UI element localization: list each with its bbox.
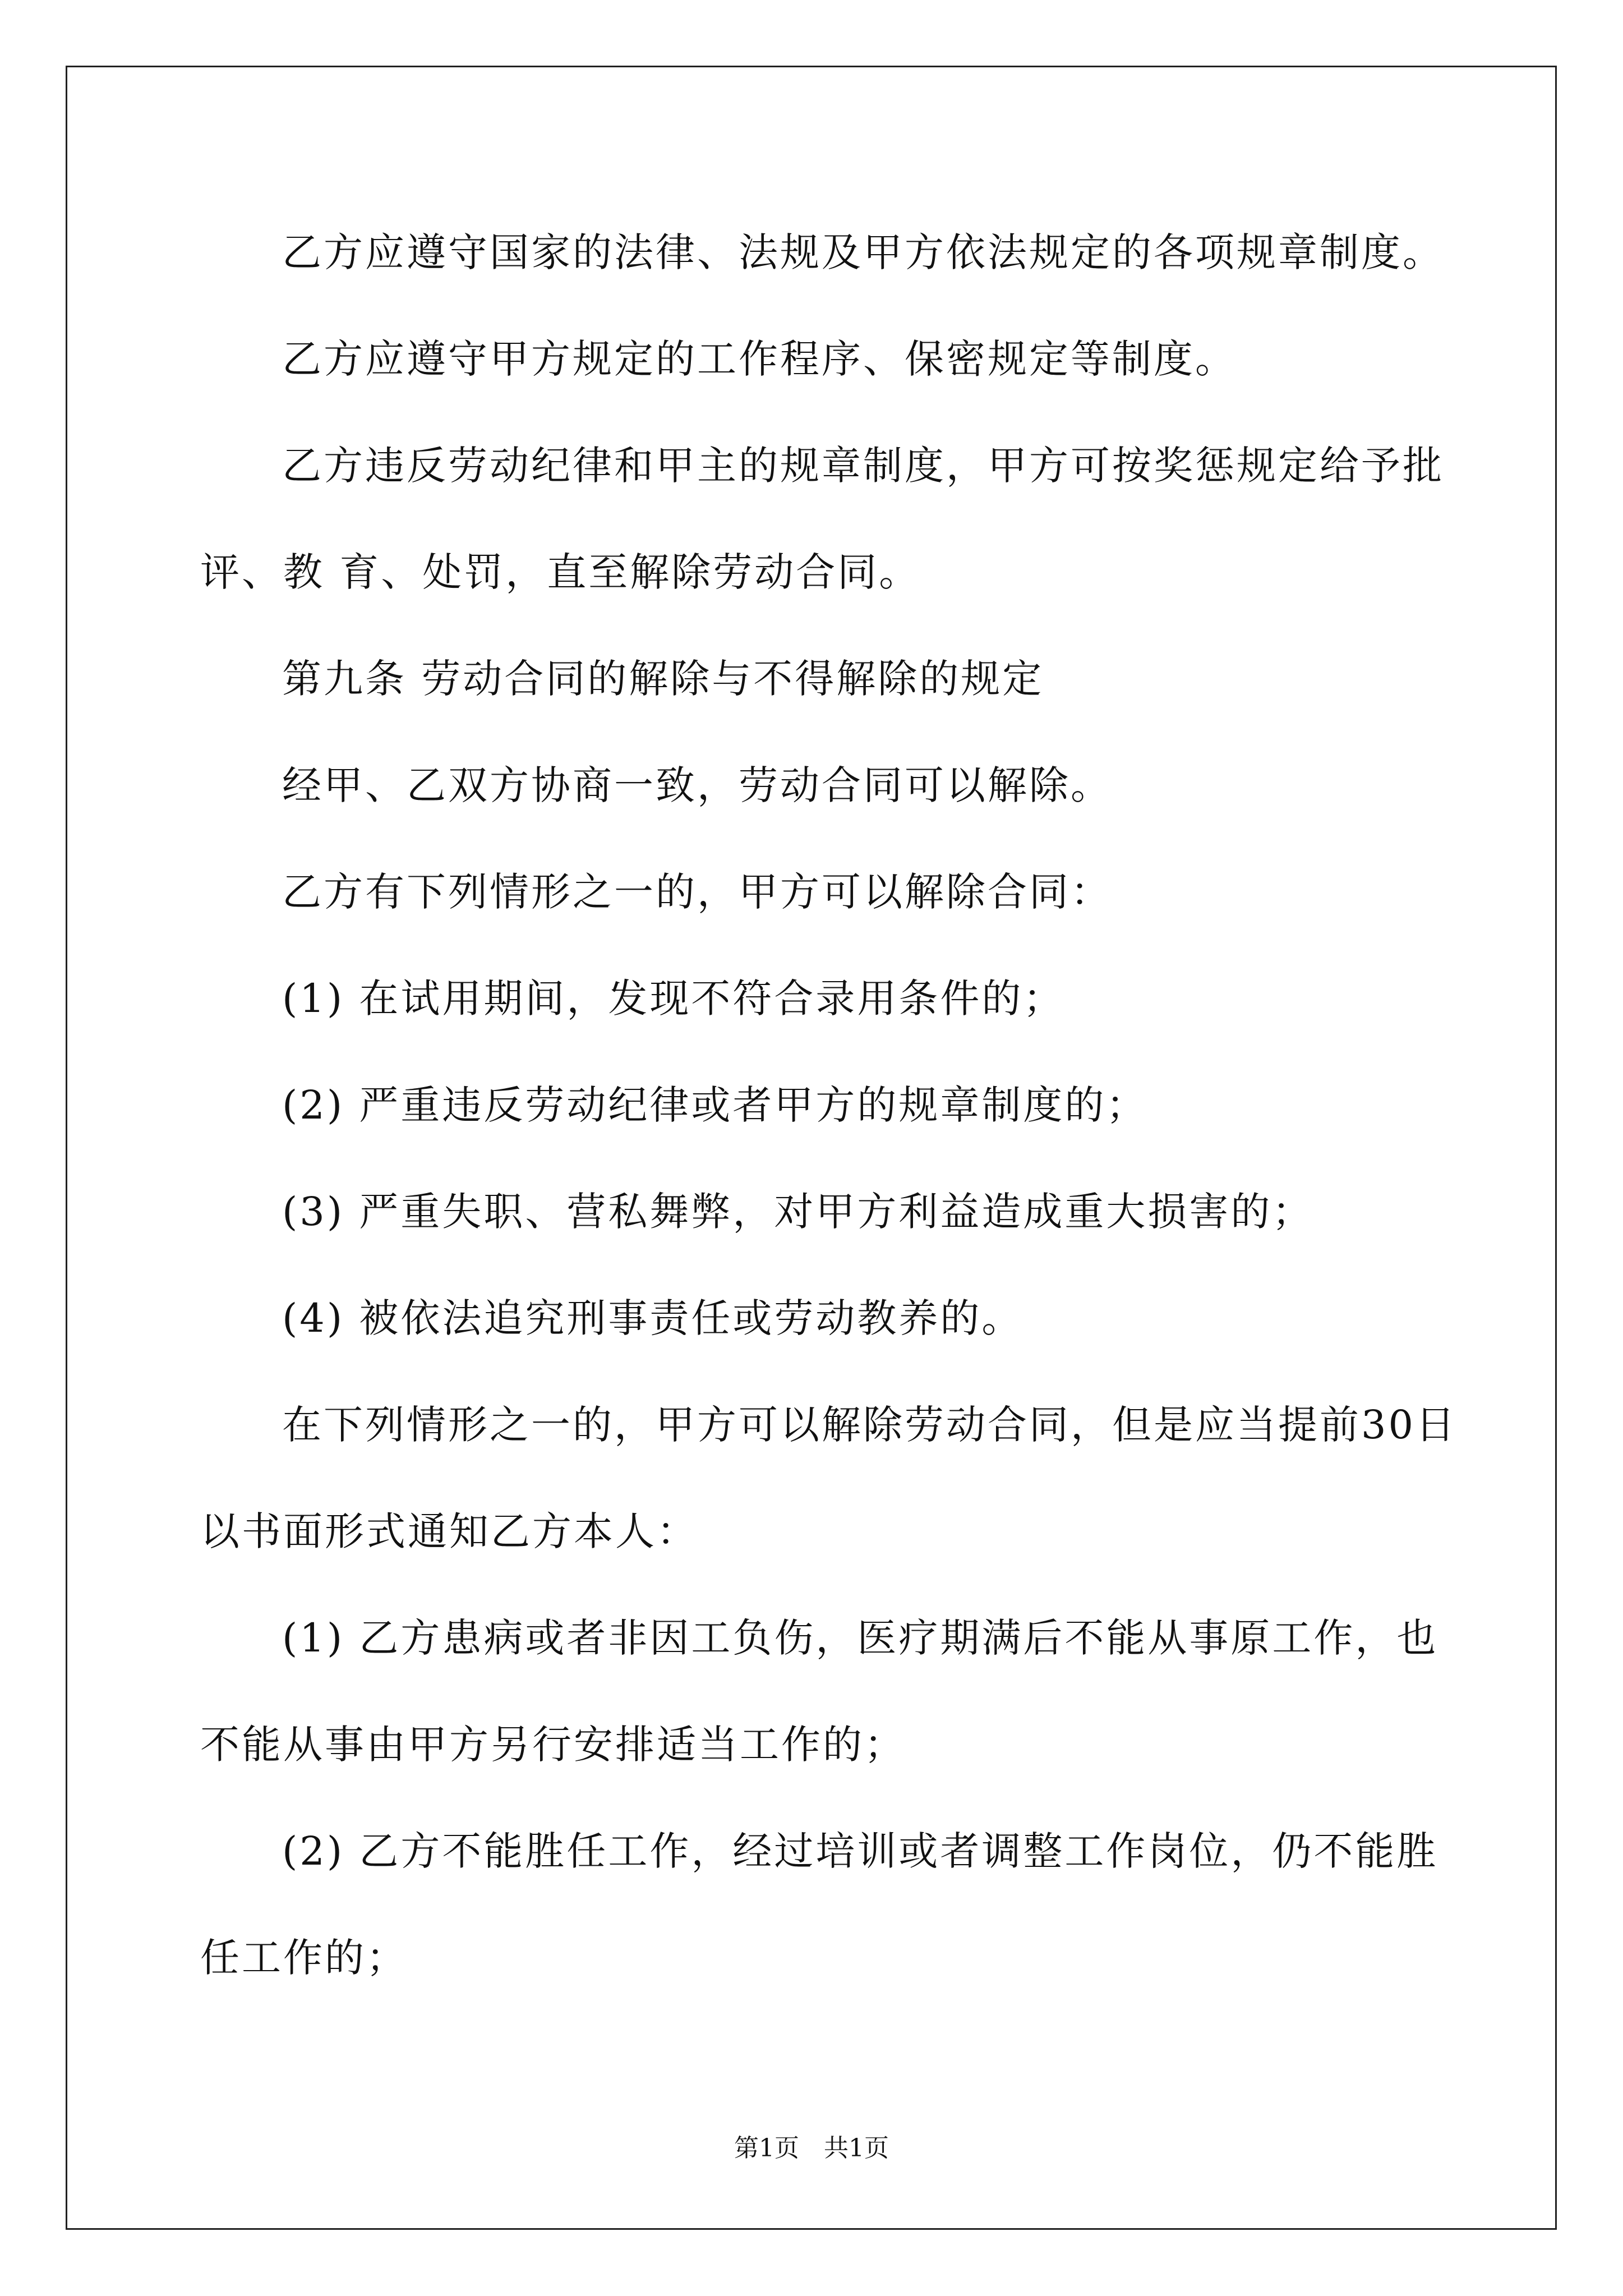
- paragraph-line: 乙方有下列情形之一的，甲方可以解除合同：: [282, 869, 1112, 915]
- page-border: [66, 66, 1557, 2230]
- paragraph-line: 乙方违反劳动纪律和甲主的规章制度，甲方可按奖惩规定给予批: [282, 443, 1444, 489]
- list-item: (4) 被依法追究刑事责任或劳动教养的。: [282, 1295, 1023, 1341]
- paragraph-line: 经甲、乙双方协商一致，劳动合同可以解除。: [282, 762, 1112, 808]
- paragraph-line: 乙方应遵守国家的法律、法规及甲方依法规定的各项规章制度。: [282, 229, 1444, 275]
- paragraph-line: 以书面形式通知乙方本人：: [200, 1508, 698, 1554]
- list-item: (3) 严重失职、营私舞弊，对甲方利益造成重大损害的；: [282, 1189, 1314, 1235]
- list-item-continuation: 不能从事由甲方另行安排适当工作的；: [200, 1722, 906, 1768]
- list-item: (1) 乙方患病或者非因工负伤，医疗期满后不能从事原工作，也: [282, 1615, 1438, 1661]
- section-heading: 第九条 劳动合同的解除与不得解除的规定: [282, 656, 1044, 702]
- list-item-continuation: 任工作的；: [200, 1935, 408, 1981]
- page-number: 第1页 共1页: [734, 2134, 889, 2162]
- paragraph-line: 乙方应遵守甲方规定的工作程序、保密规定等制度。: [282, 336, 1237, 382]
- list-item: (2) 严重违反劳动纪律或者甲方的规章制度的；: [282, 1082, 1148, 1128]
- paragraph-line: 在下列情形之一的，甲方可以解除劳动合同，但是应当提前30日: [282, 1402, 1458, 1448]
- paragraph-line: 评、教 育、处罚，直至解除劳动合同。: [200, 549, 921, 595]
- list-item: (1) 在试用期间，发现不符合录用条件的；: [282, 976, 1065, 1022]
- list-item: (2) 乙方不能胜任工作，经过培训或者调整工作岗位，仍不能胜: [282, 1828, 1438, 1874]
